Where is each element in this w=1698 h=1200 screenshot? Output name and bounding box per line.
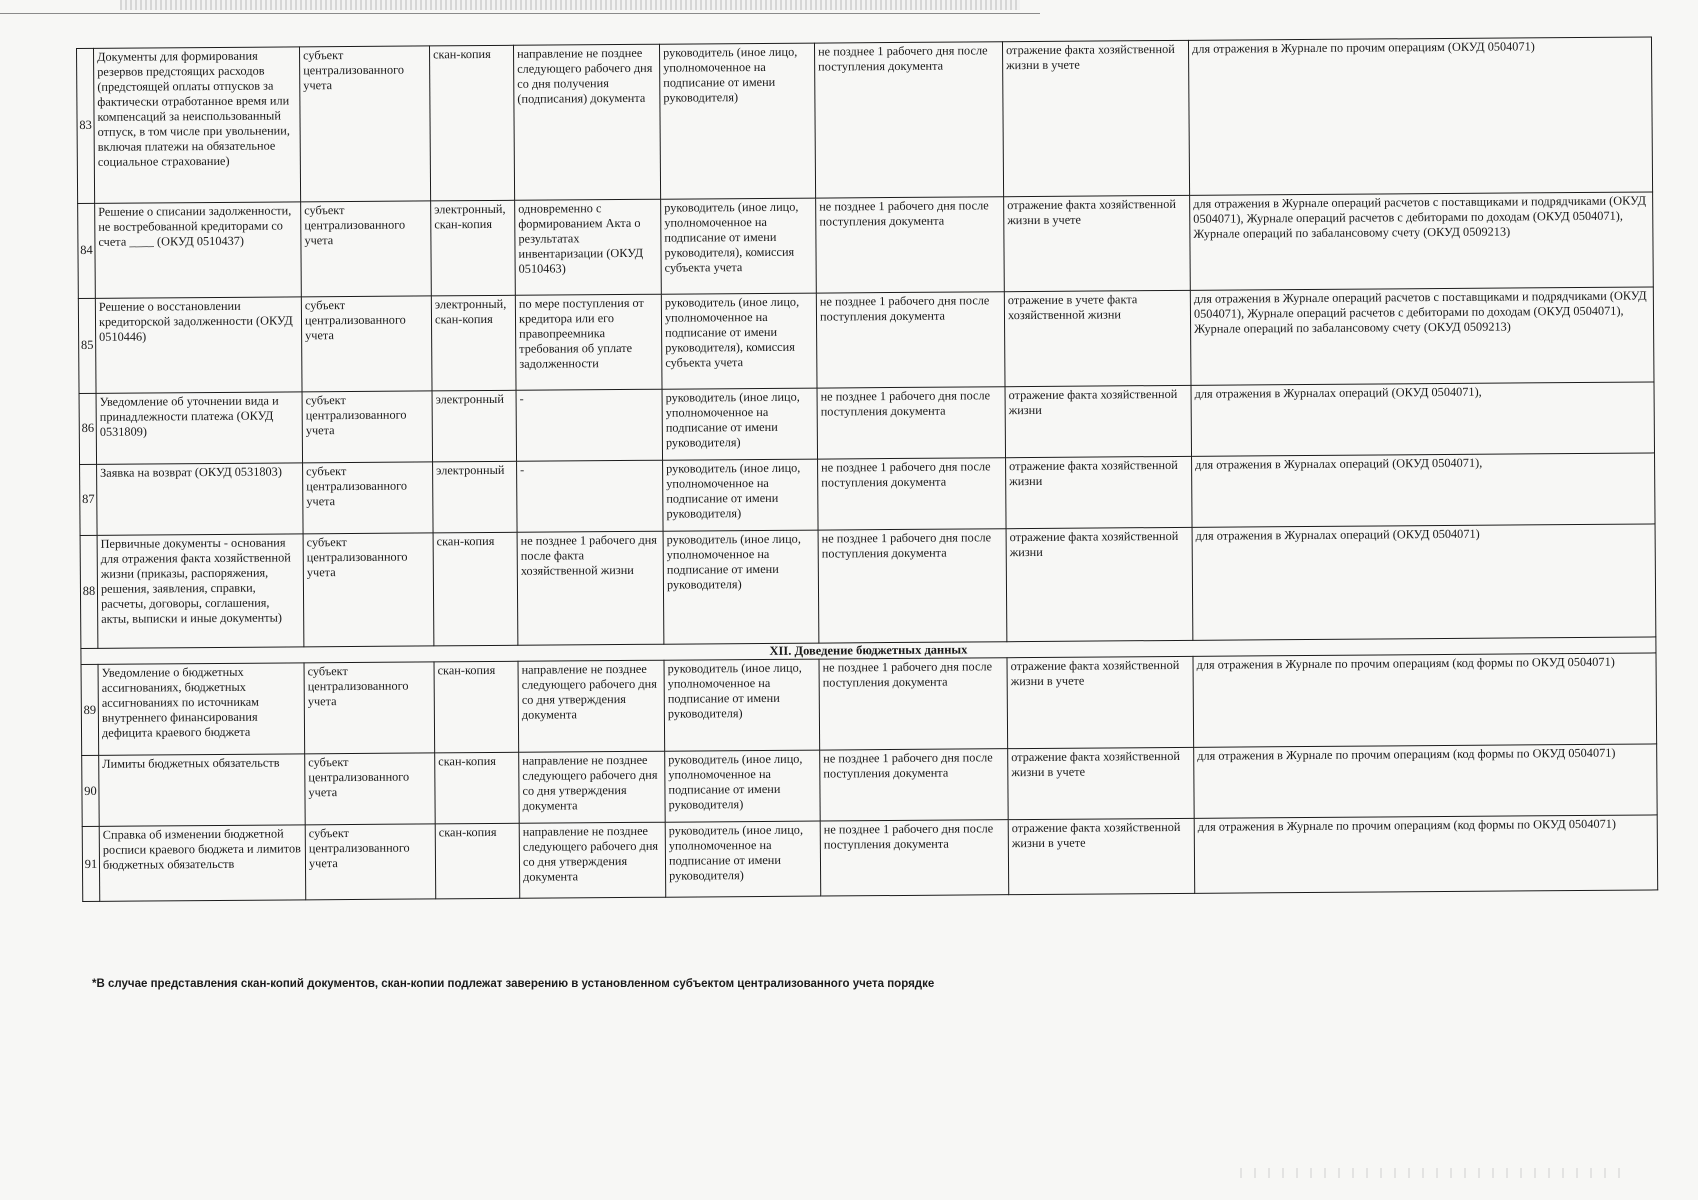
- deadline-cell: не позднее 1 рабочего дня после факта хозяйственной жизни: [517, 531, 664, 645]
- deadline-cell: по мере поступления от кредитора или его правопреемника требования об уплате задолженности: [515, 294, 662, 390]
- action-cell: отражение факта хозяйственной жизни: [1006, 527, 1193, 641]
- table-row: [80, 524, 1656, 649]
- document-name-cell: Уведомление о бюджетных ассигнованиях, бюджетных ассигнованиях по источникам внутреннего финансирования дефицита краевого бюджета: [98, 663, 305, 756]
- table-row: [82, 815, 1658, 902]
- deadline-cell: -: [516, 389, 663, 461]
- table-row: [78, 287, 1654, 394]
- format-cell: электронный, скан-копия: [431, 200, 516, 296]
- signer-cell: руководитель (иное лицо, уполномоченное на подписание от имени руководителя): [663, 459, 819, 531]
- action-cell: отражение факта хозяйственной жизни: [1006, 456, 1193, 528]
- signer-cell: руководитель (иное лицо, уполномоченное на подписание от имени руководителя): [664, 659, 820, 751]
- action-cell: отражение факта хозяйственной жизни в учете: [1008, 819, 1195, 895]
- purpose-cell: для отражения в Журнале по прочим операциям (код формы по ОКУД 0504071): [1193, 653, 1657, 747]
- creator-cell: субъект централизованного учета: [303, 533, 434, 647]
- table-row: [81, 653, 1657, 756]
- document-name-cell: Решение о списании задолженности, не востребованной кредиторами со счета ____ (ОКУД 0510437): [95, 202, 302, 299]
- table-row: [78, 192, 1654, 299]
- document-name-cell: Решение о восстановлении кредиторской задолженности (ОКУД 0510446): [95, 297, 302, 394]
- action-cell: отражение в учете факта хозяйственной жизни: [1004, 290, 1191, 386]
- acceptance-term-cell: не позднее 1 рабочего дня после поступления документа: [819, 658, 1008, 750]
- document-name-cell: Заявка на возврат (ОКУД 0531803): [97, 463, 304, 536]
- document-name-cell: Уведомление об уточнении вида и принадлежности платежа (ОКУД 0531809): [96, 392, 303, 465]
- signer-cell: руководитель (иное лицо, уполномоченное на подписание от имени руководителя): [663, 530, 819, 644]
- purpose-cell: для отражения в Журнале по прочим операциям (код формы по ОКУД 0504071): [1194, 815, 1658, 893]
- acceptance-term-cell: не позднее 1 рабочего дня после поступления документа: [820, 749, 1009, 821]
- scan-artifact: [1240, 1168, 1620, 1178]
- document-name-cell: Первичные документы - основания для отражения факта хозяйственной жизни (приказы, распоряжения, решения, заявления, справки, расчеты, договоры, соглашения, акты, выписки и иные документы): [97, 534, 304, 649]
- creator-cell: субъект централизованного учета: [303, 462, 434, 534]
- scan-edge-line: [0, 13, 1040, 14]
- format-cell: скан-копия: [433, 532, 518, 646]
- acceptance-term-cell: не позднее 1 рабочего дня после поступления документа: [818, 529, 1007, 643]
- row-number: 89: [81, 665, 99, 756]
- document-name-cell: Лимиты бюджетных обязательств: [99, 754, 306, 827]
- purpose-cell: для отражения в Журнале по прочим операциям (ОКУД 0504071): [1188, 37, 1652, 195]
- action-cell: отражение факта хозяйственной жизни: [1005, 385, 1192, 457]
- format-cell: электронный, скан-копия: [431, 295, 516, 391]
- format-cell: скан-копия: [435, 824, 520, 900]
- purpose-cell: для отражения в Журнале операций расчетов с поставщиками и подрядчиками (ОКУД 0504071), Журнале операций расчетов с дебиторами по доходам (ОКУД 0504071), Журнале операций по забалансовому счету (ОКУД 0509213): [1190, 287, 1654, 385]
- action-cell: отражение факта хозяйственной жизни в учете: [1008, 748, 1195, 820]
- creator-cell: субъект централизованного учета: [305, 753, 436, 825]
- scan-artifact: [120, 0, 1020, 10]
- purpose-cell: для отражения в Журналах операций (ОКУД 0504071),: [1191, 382, 1655, 456]
- acceptance-term-cell: не позднее 1 рабочего дня после поступления документа: [817, 387, 1006, 459]
- row-number: 87: [80, 464, 98, 535]
- deadline-cell: направление не позднее следующего рабочего дня со дня утверждения документа: [519, 822, 666, 898]
- action-cell: отражение факта хозяйственной жизни в учете: [1007, 657, 1194, 749]
- document-name-cell: Справка об изменении бюджетной росписи краевого бюджета и лимитов бюджетных обязательств: [99, 825, 306, 902]
- document-name-cell: Документы для формирования резервов предстоящих расходов (предстоящей оплаты отпусков за фактически отработанное время или компенсаций за неиспользованный отпуск, в том числе при увольнении, включая платежи на обязательное социальное страхование): [94, 47, 301, 204]
- table-body-section: [81, 653, 1658, 902]
- format-cell: скан-копия: [429, 45, 514, 201]
- row-number: 90: [82, 756, 100, 827]
- purpose-cell: для отражения в Журналах операций (ОКУД 0504071): [1192, 524, 1656, 640]
- creator-cell: субъект централизованного учета: [305, 824, 436, 900]
- footnote: *В случае представления скан-копий документов, скан-копии подлежат заверению в установленном субъектом централизованного учета порядке: [92, 978, 935, 990]
- creator-cell: субъект централизованного учета: [301, 296, 432, 392]
- format-cell: электронный: [432, 390, 517, 462]
- document-table: [76, 36, 1658, 902]
- row-number: 88: [80, 535, 98, 648]
- deadline-cell: одновременно с формированием Акта о результатах инвентаризации (ОКУД 0510463): [515, 199, 662, 295]
- creator-cell: субъект централизованного учета: [302, 391, 433, 463]
- table-row: [79, 382, 1654, 465]
- creator-cell: субъект централизованного учета: [301, 201, 432, 297]
- creator-cell: субъект централизованного учета: [299, 46, 430, 202]
- row-number: 86: [79, 393, 97, 464]
- signer-cell: руководитель (иное лицо, уполномоченное на подписание от имени руководителя), комиссия субъекта учета: [661, 293, 817, 389]
- row-number: 85: [78, 298, 96, 393]
- acceptance-term-cell: не позднее 1 рабочего дня после поступления документа: [816, 197, 1005, 293]
- deadline-cell: направление не позднее следующего рабочего дня со дня утверждения документа: [518, 660, 665, 752]
- deadline-cell: направление не позднее следующего рабочего дня со дня получения (подписания) документа: [513, 44, 660, 200]
- purpose-cell: для отражения в Журналах операций (ОКУД 0504071),: [1192, 453, 1656, 527]
- purpose-cell: для отражения в Журнале операций расчетов с поставщиками и подрядчиками (ОКУД 0504071), Журнале операций расчетов с дебиторами по доходам (ОКУД 0504071), Журнале операций по забалансовому счету (ОКУД 0509213): [1190, 192, 1654, 290]
- row-number: 83: [77, 48, 95, 203]
- acceptance-term-cell: не позднее 1 рабочего дня после поступления документа: [818, 458, 1007, 530]
- acceptance-term-cell: не позднее 1 рабочего дня после поступления документа: [814, 42, 1003, 198]
- signer-cell: руководитель (иное лицо, уполномоченное на подписание от имени руководителя): [659, 43, 815, 199]
- format-cell: электронный: [433, 461, 518, 533]
- signer-cell: руководитель (иное лицо, уполномоченное на подписание от имени руководителя): [665, 750, 821, 822]
- creator-cell: субъект централизованного учета: [304, 662, 435, 754]
- table-row: [82, 744, 1657, 827]
- action-cell: отражение факта хозяйственной жизни в учете: [1002, 40, 1189, 196]
- signer-cell: руководитель (иное лицо, уполномоченное на подписание от имени руководителя): [665, 821, 821, 897]
- table-body-main: [77, 37, 1656, 649]
- signer-cell: руководитель (иное лицо, уполномоченное на подписание от имени руководителя), комиссия субъекта учета: [661, 198, 817, 294]
- row-number: 84: [78, 203, 96, 298]
- purpose-cell: для отражения в Журнале по прочим операциям (код формы по ОКУД 0504071): [1194, 744, 1658, 818]
- deadline-cell: -: [517, 460, 664, 532]
- row-number: 91: [82, 827, 100, 902]
- acceptance-term-cell: не позднее 1 рабочего дня после поступления документа: [816, 292, 1005, 388]
- format-cell: скан-копия: [435, 753, 520, 825]
- signer-cell: руководитель (иное лицо, уполномоченное на подписание от имени руководителя): [662, 388, 818, 460]
- action-cell: отражение факта хозяйственной жизни в учете: [1004, 195, 1191, 291]
- acceptance-term-cell: не позднее 1 рабочего дня после поступления документа: [820, 820, 1009, 896]
- format-cell: скан-копия: [434, 662, 519, 754]
- table-row: [80, 453, 1655, 536]
- section-title: XII. Доведение бюджетных данных: [81, 637, 1656, 665]
- table-row: [77, 37, 1653, 204]
- deadline-cell: направление не позднее следующего рабочего дня со дня утверждения документа: [519, 751, 666, 823]
